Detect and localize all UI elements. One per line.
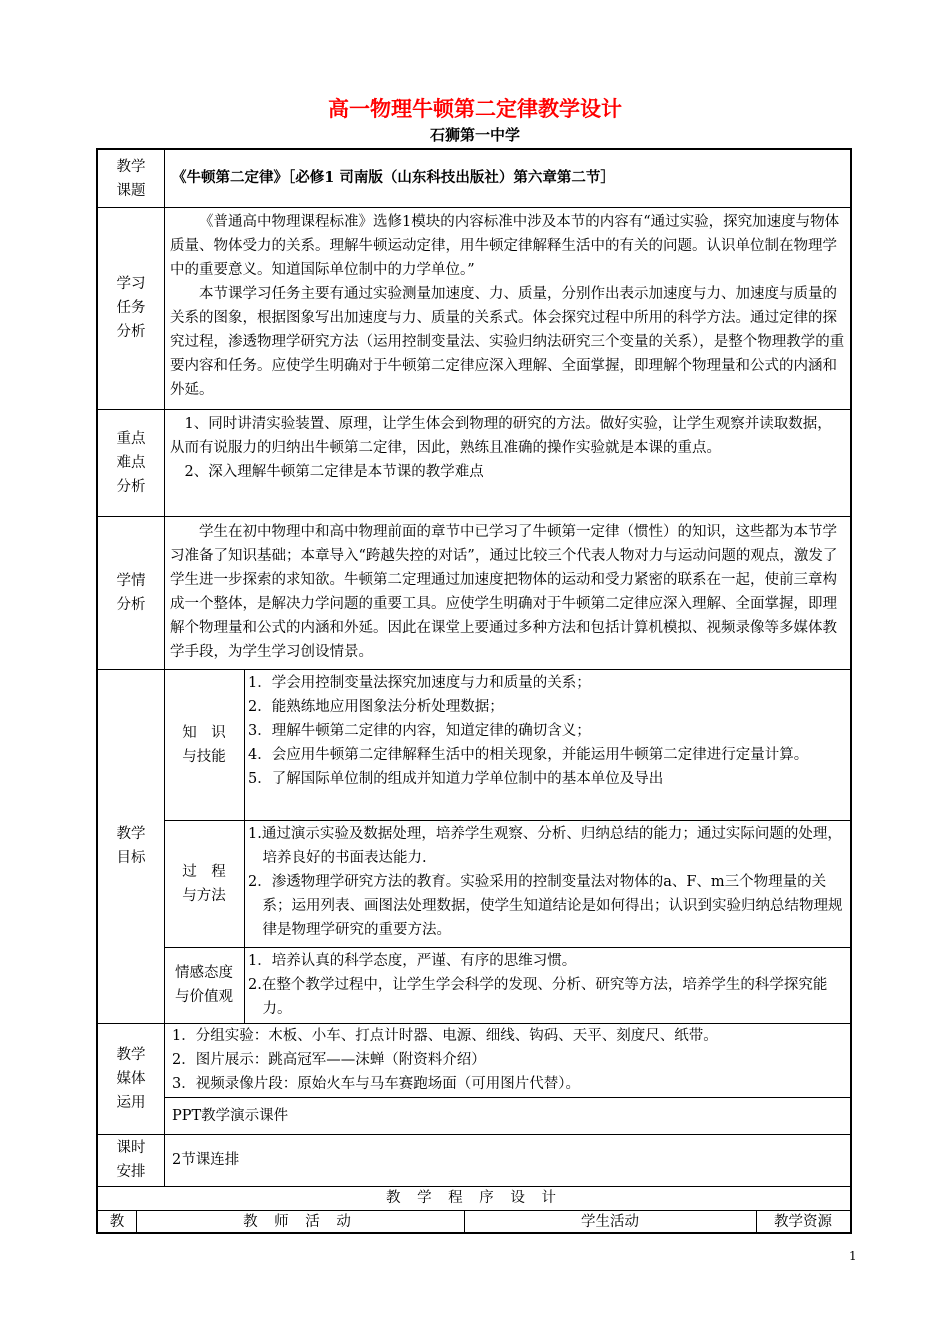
- attitude-item: 2.在整个教学过程中，让学生学会科学的发现、分析、研究等方法，培养学生的科学探究能力。: [248, 977, 828, 1017]
- attitude-label: 情感态度 与价值观: [175, 965, 233, 1005]
- procedure-col-teacher-activity: 教 师 活 动: [243, 1214, 357, 1230]
- task-paragraph-2: 本节课学习任务主要有通过实验测量加速度、力、质量，分别作出表示加速度与力、加速度与质量的关系的图象，根据图象写出加速度与力、质量的关系式。体会探究过程中所用的科学方法。通过定律的探究过程，渗透物理学研究方法（运用控制变量法、实验归纳法研究三个变量的关系），是整个物理教学的重要内容和任务。应使学生明确对于牛顿第二定律应深入理解、全面掌握，即理解个物理量和公式的内涵和外延。: [170, 286, 845, 398]
- knowledge-item: 4．会应用牛顿第二定律解释生活中的相关现象，并能运用牛顿第二定律进行定量计算。: [248, 747, 809, 763]
- goals-label: 教学 目标: [116, 826, 146, 866]
- knowledge-item: 2．能熟练地应用图象法分析处理数据；: [248, 699, 504, 715]
- key-point: 1、同时讲清实验装置、原理，让学生体会到物理的研究的方法。做好实验，让学生观察并读取数据，从而有说服力的归纳出牛顿第二定律，因此，熟练且准确的操作实验就是本课的重点。: [170, 416, 832, 456]
- media-ppt: PPT教学演示课件: [172, 1108, 289, 1124]
- page-number: 1: [849, 1249, 857, 1263]
- media-item: 1．分组实验：木板、小车、打点计时器、电源、细线、钩码、天平、刻度尺、纸带。: [172, 1028, 718, 1044]
- knowledge-item: 5．了解国际单位制的组成并知道力学单位制中的基本单位及导出: [248, 771, 664, 787]
- learner-content: 学生在初中物理中和高中物理前面的章节中已学习了牛顿第一定律（惯性）的知识，这些都为本节学习准备了知识基础；本章导入“跨越失控的对话”，通过比较三个代表人物对力与运动问题的观点，激发了学生进一步探索的求知欲。牛顿第二定理通过加速度把物体的运动和受力紧密的联系在一起，使前三章构成一个整体，是解决力学问题的重要工具。应使学生明确对于牛顿第二定律应深入理解、全面掌握，即理解个物理量和公式的内涵和外延。因此在课堂上要通过多种方法和包括计算机模拟、视频录像等多媒体教学手段，为学生学习创设情景。: [170, 524, 838, 660]
- process-item: 1.通过演示实验及数据处理，培养学生观察、分析、归纳总结的能力；通过实际问题的处理，培养良好的书面表达能力.: [248, 826, 842, 866]
- task-label: 学习 任务 分析: [116, 276, 146, 340]
- process-item: 2．渗透物理学研究方法的教育。实验采用的控制变量法对物体的a、F、m三个物理量的关系；运用列表、画图法处理数据，使学生知道结论是如何得出；认识到实验归纳总结物理规律是物理学研究的重要方法。: [248, 874, 843, 938]
- procedure-col-student-activity: 学生活动: [581, 1214, 639, 1230]
- knowledge-item: 3．理解牛顿第二定律的内容，知道定律的确切含义；: [248, 723, 591, 739]
- task-content: [170, 210, 846, 402]
- attitude-list: [248, 949, 846, 1021]
- media-label: 教学 媒体 运用: [116, 1046, 146, 1111]
- document-title: 高一物理牛顿第二定律教学设计: [328, 97, 622, 121]
- topic-label: 教学 课题: [116, 158, 146, 199]
- procedure-col-resources: 教学资源: [774, 1214, 832, 1230]
- knowledge-item: 1．学会用控制变量法探究加速度与力和质量的关系；: [248, 675, 591, 691]
- school-name: 石狮第一中学: [429, 126, 520, 144]
- hours-content: 2节课连排: [172, 1152, 240, 1168]
- lesson-plan-table: [96, 148, 852, 1234]
- key-content: [170, 412, 846, 484]
- task-paragraph-1: 《普通高中物理课程标准》选修1模块的内容标准中涉及本节的内容有“通过实验，探究加速度与物体质量、物体受力的关系。理解牛顿运动定律，用牛顿定律解释生活中的有关的问题。认识单位制在物理学中的重要意义。知道国际单位制中的力学单位。”: [170, 214, 840, 278]
- process-list: [248, 822, 846, 942]
- media-list: [172, 1024, 846, 1096]
- knowledge-label: 知 识 与技能: [182, 724, 226, 765]
- key-label: 重点 难点 分析: [116, 430, 146, 495]
- hours-label: 课时 安排: [116, 1140, 146, 1180]
- knowledge-list: [248, 671, 846, 791]
- process-label: 过 程 与方法: [182, 863, 226, 904]
- topic-content: 《牛顿第二定律》［必修1 司南版（山东科技出版社）第六章第二节］: [172, 169, 615, 186]
- procedure-col-teach: 教: [109, 1214, 125, 1230]
- learner-label: 学情 分析: [116, 572, 146, 613]
- procedure-title: 教 学 程 序 设 计: [385, 1190, 563, 1206]
- attitude-item: 1．培养认真的科学态度，严谨、有序的思维习惯。: [248, 953, 577, 969]
- key-difficulty: 2、深入理解牛顿第二定律是本节课的教学难点: [184, 464, 484, 480]
- media-item: 2．图片展示：跳高冠军——沫蝉（附资料介绍）: [172, 1052, 486, 1068]
- media-item: 3．视频录像片段：原始火车与马车赛跑场面（可用图片代替）。: [172, 1076, 580, 1092]
